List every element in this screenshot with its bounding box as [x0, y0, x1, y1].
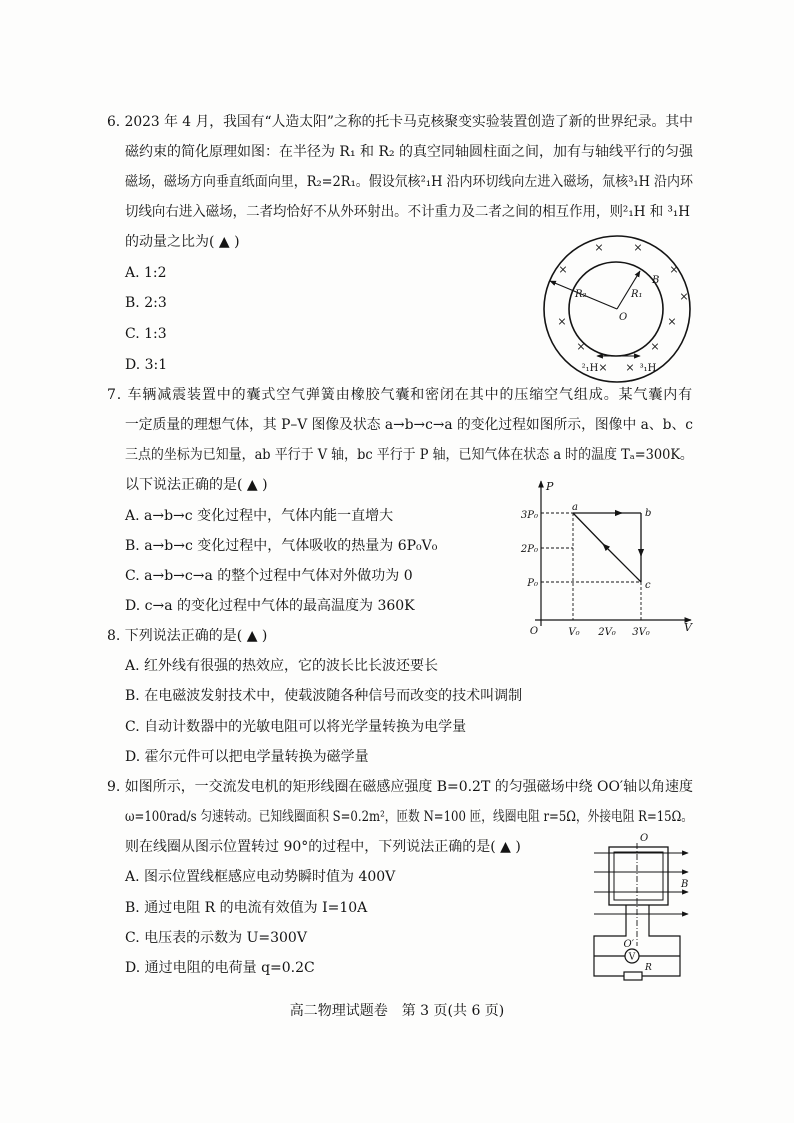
question-8-option-c: C. 自动计数器中的光敏电阻可以将光学量转换为电学量 [125, 719, 467, 735]
question-7-option-d: D. c→a 的变化过程中气体的最高温度为 360K [125, 598, 415, 614]
question-9-option-c: C. 电压表的示数为 U=300V [125, 930, 307, 946]
question-9-option-d: D. 通过电阻的电荷量 q=0.2C [125, 960, 315, 976]
outer-radius-label: R₂ [575, 289, 587, 300]
p-tick-label: 3P₀ [520, 510, 538, 521]
question-7-option-b: B. a→b→c 变化过程中，气体吸收的热量为 6P₀V₀ [125, 538, 438, 554]
triton-label: ³₁H [639, 363, 657, 374]
question-7-stem-line: 以下说法正确的是( ▲ ) [125, 477, 268, 493]
generator-circuit-diagram [588, 830, 694, 982]
point-a-label: a [572, 502, 578, 513]
question-9-option-b: B. 通过电阻 R 的电流有效值为 I=10A [125, 900, 368, 916]
inner-radius-label: R₁ [631, 289, 643, 300]
question-8-option-b: B. 在电磁波发射技术中，使载波随各种信号而改变的技术叫调制 [125, 688, 523, 704]
p-axis-label: P [546, 480, 554, 493]
question-6-stem-line: 6. 2023 年 4 月，我国有“人造太阳”之称的托卡马克核聚变实验装置创造了新的世界纪录。其中 [107, 114, 693, 130]
v-tick-label: 3V₀ [632, 627, 650, 638]
v-axis-label: V [684, 621, 692, 634]
question-6-stem-line: 切线向右进入磁场，二者均恰好不从外环射出。不计重力及二者之间的相互作用，则²₁H 和 ³₁H [125, 204, 690, 220]
field-cross: × [679, 290, 689, 303]
field-cross: × [669, 263, 679, 276]
center-label: O [619, 312, 628, 323]
process-c-to-a [573, 513, 605, 546]
question-7-option-c: C. a→b→c→a 的整个过程中气体对外做功为 0 [125, 568, 413, 584]
coil-outer [609, 847, 668, 905]
question-8-option-d: D. 霍尔元件可以把电学量转换为磁学量 [125, 749, 369, 765]
field-cross: × [667, 315, 677, 328]
question-9-stem-line: ω=100rad/s 匀速转动。已知线圈面积 S=0.2m²，匝数 N=100 匝，线圈电阻 r=5Ω，外接电阻 R=15Ω。 [125, 809, 693, 825]
field-cross: × [625, 361, 635, 374]
v-tick-label: V₀ [568, 627, 580, 638]
p-tick-label: 2P₀ [520, 544, 538, 555]
question-6-stem-line: 的动量之比为( ▲ ) [125, 234, 240, 250]
deuteron-label: ²₁H [581, 363, 599, 374]
field-cross: × [650, 340, 660, 353]
axis-top-label: O [640, 833, 649, 844]
field-label: B [681, 879, 689, 890]
question-9-stem-line: 则在线圈从图示位置转过 90°的过程中，下列说法正确的是( ▲ ) [125, 839, 521, 855]
question-6-option-d: D. 3:1 [125, 357, 168, 373]
question-7-stem-line: 三点的坐标为已知量，ab 平行于 V 轴，bc 平行于 P 轴，已知气体在状态 a 时的温度 Tₐ=300K。 [125, 447, 693, 463]
field-cross: × [558, 263, 568, 276]
question-7-stem-line: 一定质量的理想气体，其 P–V 图像及状态 a→b→c→a 的变化过程如图所示，图像中 a、b、c [125, 417, 693, 433]
field-cross: × [598, 361, 608, 374]
circuit-wire-left [594, 905, 626, 976]
question-9-stem-line: 9. 如图所示，一交流发电机的矩形线圈在磁感应强度 B=0.2T 的匀强磁场中绕 OO′轴以角速度 [107, 779, 693, 795]
question-6-option-b: B. 2:3 [125, 295, 167, 311]
question-6-option-c: C. 1:3 [125, 326, 167, 342]
question-7-stem-line: 7. 车辆减震装置中的囊式空气弹簧由橡胶气囊和密闭在其中的压缩空气组成。某气囊内有 [107, 387, 693, 403]
p-tick-label: P₀ [527, 578, 538, 589]
page-footer: 高二物理试题卷 第 3 页(共 6 页) [289, 1003, 505, 1019]
origin-label: O [529, 626, 539, 637]
resistor [624, 972, 642, 980]
voltmeter-label: V [628, 952, 636, 963]
field-cross: × [557, 315, 567, 328]
field-cross: × [576, 340, 586, 353]
question-6-option-a: A. 1:2 [125, 265, 167, 281]
field-label: B [652, 275, 660, 286]
coil-inner [614, 852, 663, 900]
field-cross: × [594, 241, 604, 254]
axis-bottom-label: O′ [623, 939, 634, 950]
pv-diagram [515, 476, 695, 640]
v-tick-label: 2V₀ [598, 627, 616, 638]
tokamak-field-diagram [538, 232, 698, 388]
point-c-label: c [645, 580, 651, 591]
question-6-stem-line: 磁约束的简化原理如图：在半径为 R₁ 和 R₂ 的真空同轴圆柱面之间，加有与轴线平行的匀强 [125, 144, 693, 160]
point-b-label: b [645, 508, 652, 519]
resistor-label: R [645, 963, 652, 973]
question-8-stem-line: 8. 下列说法正确的是( ▲ ) [107, 628, 268, 644]
process-c-to-a [603, 544, 641, 582]
question-9-option-a: A. 图示位置线框感应电动势瞬时值为 400V [125, 869, 396, 885]
field-cross: × [633, 241, 643, 254]
question-8-option-a: A. 红外线有很强的热效应，它的波长比长波还要长 [125, 658, 439, 674]
question-6-stem-line: 磁场，磁场方向垂直纸面向里，R₂=2R₁。假设氘核²₁H 沿内环切线向左进入磁场，氚核³₁H 沿内环 [125, 174, 693, 190]
question-7-option-a: A. a→b→c 变化过程中，气体内能一直增大 [125, 508, 394, 524]
